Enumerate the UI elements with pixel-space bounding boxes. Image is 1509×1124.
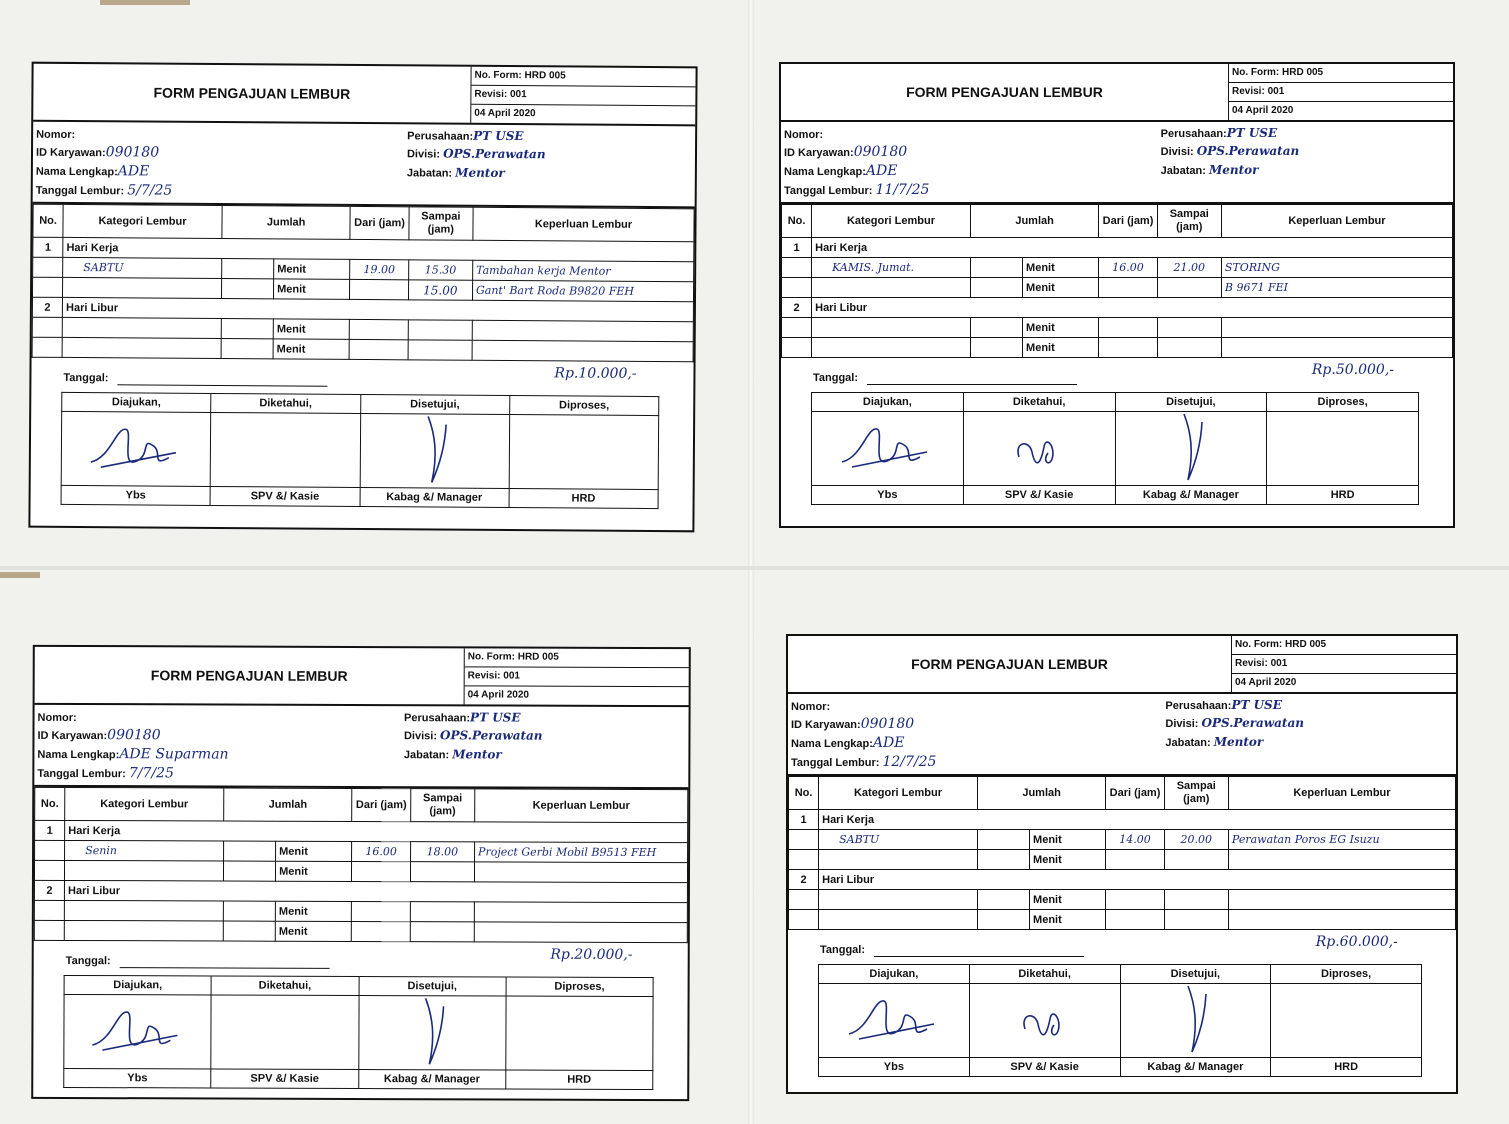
col-keperluan: Keperluan Lembur <box>473 207 694 242</box>
signature-spv <box>211 995 359 1070</box>
row1-keperluan: Tambahan kerja Mentor <box>473 260 694 282</box>
employee-info <box>33 122 696 209</box>
table-row <box>35 820 688 842</box>
nama-label: Nama Lengkap: <box>35 165 118 179</box>
col-dari: Dari (jam) <box>1106 777 1164 810</box>
sig-diketahui: Diketahui, <box>211 976 358 996</box>
col-no: No. <box>33 204 63 237</box>
sig-diajukan: Diajukan, <box>64 975 211 995</box>
sig-diproses: Diproses, <box>509 396 658 416</box>
tanggal-label: Tanggal: <box>820 944 866 956</box>
divisi-label: Divisi: <box>403 730 438 743</box>
perusahaan-value: PT USE <box>1231 698 1282 712</box>
menit-label: Menit <box>1023 338 1099 358</box>
sig-diketahui: Diketahui, <box>963 393 1115 412</box>
table-header-row <box>35 787 688 822</box>
col-no: No. <box>782 205 812 238</box>
signature-hrd <box>509 415 659 490</box>
table-row <box>789 810 1456 830</box>
tanggal-lembur-value: 12/7/25 <box>882 754 937 770</box>
row-no: 1 <box>35 820 65 840</box>
sig-diproses: Diproses, <box>506 977 653 997</box>
amount: Rp.20.000,- <box>550 946 633 963</box>
row2-dari <box>350 279 408 299</box>
row2-kategori <box>63 277 222 298</box>
row-no: 2 <box>32 297 62 317</box>
row-no: 1 <box>782 238 812 258</box>
menit-label: Menit <box>1023 278 1099 298</box>
menit-label: Menit <box>273 339 349 360</box>
sig-diproses: Diproses, <box>1271 965 1422 984</box>
table-row <box>34 880 687 902</box>
tanggal-form: 04 April 2020 <box>467 689 529 701</box>
sig-spv: SPV &/ Kasie <box>963 486 1115 505</box>
form-meta <box>1228 64 1453 120</box>
signature-kabag <box>360 413 510 488</box>
col-kategori: Kategori Lembur <box>812 205 971 238</box>
table-row <box>782 298 1453 318</box>
menit-label: Menit <box>1023 318 1099 338</box>
page-fold-horizontal <box>0 566 1509 570</box>
sig-spv: SPV &/ Kasie <box>969 1058 1120 1077</box>
row2-keperluan <box>474 862 687 883</box>
row-no: 2 <box>789 870 819 890</box>
paper-scrap <box>100 0 190 5</box>
hari-kerja-label: Hari Kerja <box>812 238 1453 258</box>
col-no: No. <box>35 787 65 820</box>
signature-kabag <box>1120 984 1271 1058</box>
sig-diajukan: Diajukan, <box>819 965 970 984</box>
row1-sampai: 15.30 <box>408 260 472 280</box>
jabatan-value: Mentor <box>452 747 502 762</box>
employee-info <box>34 705 688 789</box>
sig-kabag: Kabag &/ Manager <box>358 1069 505 1089</box>
row1-kategori: SABTU <box>63 257 222 278</box>
row-no: 2 <box>782 298 812 318</box>
col-jumlah: Jumlah <box>970 205 1099 238</box>
form-footer <box>33 941 688 1103</box>
table-row <box>35 840 688 862</box>
no-form: No. Form: HRD 005 <box>1232 636 1456 655</box>
tanggal-label: Tanggal: <box>63 371 109 385</box>
jabatan-label: Jabatan: <box>1165 737 1211 749</box>
row2-dari <box>1106 850 1164 870</box>
form-footer <box>781 358 1453 518</box>
hari-libur-label: Hari Libur <box>819 870 1456 890</box>
table-row <box>782 278 1453 298</box>
table-row <box>34 900 687 922</box>
overtime-table <box>788 776 1456 930</box>
signature-kabag <box>358 995 506 1070</box>
table-row <box>789 830 1456 850</box>
row1-sampai: 20.00 <box>1164 830 1228 850</box>
col-sampai: Sampai (jam) <box>1164 777 1228 810</box>
sig-ybs: Ybs <box>64 1068 211 1088</box>
menit-label: Menit <box>274 279 350 300</box>
row2-keperluan: B 9671 FEI <box>1221 278 1452 298</box>
no-form: No. Form: HRD 005 <box>471 67 695 88</box>
col-kategori: Kategori Lembur <box>65 787 224 821</box>
menit-label: Menit <box>1030 830 1106 850</box>
tanggal-lembur-label: Tanggal Lembur: <box>791 757 880 769</box>
no-form: No. Form: HRD 005 <box>465 648 689 668</box>
form-title: FORM PENGAJUAN LEMBUR <box>911 656 1108 672</box>
table-row <box>34 860 687 882</box>
overtime-form-3 <box>31 645 691 1101</box>
col-dari: Dari (jam) <box>1099 205 1157 238</box>
col-sampai: Sampai (jam) <box>410 789 474 822</box>
signature-hrd <box>1271 984 1422 1058</box>
row-no: 1 <box>33 237 63 257</box>
row2-keperluan <box>1228 850 1455 870</box>
perusahaan-label: Perusahaan: <box>1160 128 1227 140</box>
row2-dari <box>352 861 410 881</box>
signature-spv <box>969 984 1120 1058</box>
nama-label: Nama Lengkap: <box>37 748 120 762</box>
sig-kabag: Kabag &/ Manager <box>1120 1058 1271 1077</box>
overtime-form-1 <box>28 62 697 533</box>
row1-dari: 16.00 <box>352 841 410 861</box>
form-title: FORM PENGAJUAN LEMBUR <box>150 667 348 684</box>
table-row <box>782 258 1453 278</box>
sig-kabag: Kabag &/ Manager <box>360 487 509 507</box>
jabatan-label: Jabatan: <box>1160 165 1206 177</box>
id-karyawan-label: ID Karyawan: <box>784 147 854 159</box>
hari-kerja-label: Hari Kerja <box>63 237 694 261</box>
form-footer <box>788 930 1456 1090</box>
row1-kategori: Senin <box>65 840 224 861</box>
tanggal-label: Tanggal: <box>813 372 859 384</box>
row1-kategori: SABTU <box>819 830 978 850</box>
perusahaan-label: Perusahaan: <box>407 130 474 143</box>
revisi: Revisi: 001 <box>1229 83 1453 102</box>
nama-value: ADE <box>872 735 905 751</box>
form-meta <box>470 67 695 125</box>
col-jumlah: Jumlah <box>977 777 1106 810</box>
tanggal-label: Tanggal: <box>65 954 111 968</box>
signature-ybs <box>812 412 964 486</box>
row2-kategori <box>812 278 971 298</box>
row2-kategori <box>819 850 978 870</box>
table-row <box>782 238 1453 258</box>
row1-dari: 19.00 <box>350 259 408 279</box>
sig-ybs: Ybs <box>812 486 964 505</box>
employee-info <box>788 694 1456 776</box>
divisi-value: OPS.Perawatan <box>1196 144 1300 158</box>
form-header <box>788 636 1456 694</box>
id-karyawan-label: ID Karyawan: <box>791 719 861 731</box>
no-form: No. Form: HRD 005 <box>1229 64 1453 83</box>
col-jumlah: Jumlah <box>224 788 353 821</box>
row1-dari: 16.00 <box>1099 258 1157 278</box>
divisi-label: Divisi: <box>406 148 441 161</box>
signature-spv <box>210 412 360 487</box>
signature-table <box>811 392 1419 505</box>
col-keperluan: Keperluan Lembur <box>1221 205 1452 238</box>
perusahaan-label: Perusahaan: <box>1165 700 1232 712</box>
nomor-label: Nomor: <box>784 129 824 141</box>
tanggal-line <box>117 384 327 386</box>
row1-kategori: KAMIS. Jumat. <box>812 258 971 278</box>
page-fold-vertical <box>748 0 754 1124</box>
table-row <box>782 318 1453 338</box>
signature-table <box>818 964 1422 1077</box>
sig-ybs: Ybs <box>819 1058 970 1077</box>
form-header <box>781 64 1453 122</box>
row1-sampai: 18.00 <box>410 842 474 862</box>
signature-ybs <box>61 411 211 486</box>
tanggal-line <box>120 967 330 969</box>
tanggal-form: 04 April 2020 <box>1235 677 1297 688</box>
nomor-label: Nomor: <box>37 711 77 725</box>
perusahaan-value: PT USE <box>473 128 524 144</box>
sig-spv: SPV &/ Kasie <box>211 1069 358 1089</box>
hari-libur-label: Hari Libur <box>65 880 688 902</box>
tanggal-line <box>867 384 1077 385</box>
row1-dari: 14.00 <box>1106 830 1164 850</box>
col-dari: Dari (jam) <box>350 206 408 239</box>
form-header <box>33 64 695 127</box>
perusahaan-label: Perusahaan: <box>404 712 471 725</box>
menit-label: Menit <box>275 901 351 921</box>
col-kategori: Kategori Lembur <box>819 777 978 810</box>
revisi: Revisi: 001 <box>1232 655 1456 674</box>
id-karyawan-label: ID Karyawan: <box>35 146 106 160</box>
divisi-label: Divisi: <box>1160 146 1194 158</box>
row2-sampai: 15.00 <box>408 280 472 300</box>
signature-table <box>61 392 660 509</box>
divisi-value: OPS.Perawatan <box>443 146 546 162</box>
nama-label: Nama Lengkap: <box>791 738 873 750</box>
menit-label: Menit <box>274 259 350 280</box>
row2-keperluan: Gant' Bart Roda B9820 FEH <box>472 280 693 302</box>
nama-value: ADE Suparman <box>119 746 229 763</box>
jabatan-value: Mentor <box>1208 163 1259 177</box>
row2-kategori <box>65 860 224 881</box>
sig-kabag: Kabag &/ Manager <box>1115 486 1267 505</box>
sig-diajukan: Diajukan, <box>62 392 211 412</box>
row-no: 1 <box>789 810 819 830</box>
sig-disetujui: Disetujui, <box>359 976 506 996</box>
divisi-label: Divisi: <box>1165 718 1199 730</box>
form-meta <box>464 648 689 705</box>
menit-label: Menit <box>1023 258 1099 278</box>
divisi-value: OPS.Perawatan <box>1201 716 1304 730</box>
revisi: Revisi: 001 <box>465 667 689 687</box>
jabatan-value: Mentor <box>455 165 505 180</box>
row1-keperluan: Perawatan Poros EG Isuzu <box>1228 830 1455 850</box>
tanggal-lembur-value: 7/7/25 <box>128 765 174 782</box>
hari-kerja-label: Hari Kerja <box>65 820 688 842</box>
col-dari: Dari (jam) <box>352 788 410 821</box>
sig-hrd: HRD <box>509 489 658 509</box>
sig-hrd: HRD <box>1271 1058 1422 1077</box>
form-title: FORM PENGAJUAN LEMBUR <box>153 84 351 102</box>
tanggal-line <box>874 956 1084 957</box>
col-keperluan: Keperluan Lembur <box>1228 777 1455 810</box>
overtime-table <box>32 204 695 363</box>
tanggal-lembur-value: 5/7/25 <box>127 182 173 199</box>
amount: Rp.10.000,- <box>554 365 637 382</box>
row2-sampai <box>1164 850 1228 870</box>
signature-table <box>63 975 653 1090</box>
row1-sampai: 21.00 <box>1157 258 1221 278</box>
table-row <box>782 338 1453 358</box>
table-row <box>789 890 1456 910</box>
menit-label: Menit <box>273 319 349 340</box>
row1-keperluan: STORING <box>1221 258 1452 278</box>
hari-libur-label: Hari Libur <box>62 297 693 321</box>
sig-disetujui: Disetujui, <box>360 394 509 414</box>
menit-label: Menit <box>276 861 352 881</box>
overtime-table <box>781 204 1453 358</box>
signature-hrd <box>1267 412 1419 486</box>
sig-diketahui: Diketahui, <box>969 965 1120 984</box>
row1-keperluan: Project Gerbi Mobil B9513 FEH <box>475 842 688 863</box>
id-karyawan-value: 090180 <box>107 727 161 744</box>
tanggal-lembur-label: Tanggal Lembur: <box>35 184 125 198</box>
sig-diketahui: Diketahui, <box>211 393 360 413</box>
sig-ybs: Ybs <box>61 485 210 505</box>
form-footer <box>30 358 693 523</box>
nomor-label: Nomor: <box>791 701 831 713</box>
col-no: No. <box>789 777 819 810</box>
tanggal-form: 04 April 2020 <box>474 107 536 120</box>
overtime-table <box>34 787 689 943</box>
amount: Rp.60.000,- <box>1315 934 1398 950</box>
nama-value: ADE <box>865 163 898 179</box>
id-karyawan-value: 090180 <box>860 716 915 732</box>
form-title: FORM PENGAJUAN LEMBUR <box>906 84 1103 100</box>
table-header-row <box>33 204 694 242</box>
nama-value: ADE <box>117 163 150 180</box>
sig-hrd: HRD <box>1267 486 1419 505</box>
row2-sampai <box>1157 278 1221 298</box>
form-meta <box>1231 636 1456 692</box>
row-no: 2 <box>34 880 64 900</box>
perusahaan-value: PT USE <box>470 710 521 725</box>
signature-hrd <box>506 996 654 1071</box>
hari-libur-label: Hari Libur <box>812 298 1453 318</box>
employee-info <box>781 122 1453 204</box>
signature-ybs <box>64 994 212 1069</box>
paper-scrap <box>0 572 40 578</box>
nama-label: Nama Lengkap: <box>784 166 866 178</box>
table-row <box>34 920 687 942</box>
perusahaan-value: PT USE <box>1226 126 1278 140</box>
table-row <box>789 870 1456 890</box>
jabatan-value: Mentor <box>1213 735 1264 749</box>
signature-spv <box>963 412 1115 486</box>
table-row <box>789 910 1456 930</box>
hari-kerja-label: Hari Kerja <box>819 810 1456 830</box>
amount: Rp.50.000,- <box>1311 362 1394 378</box>
tanggal-lembur-value: 11/7/25 <box>875 182 930 198</box>
divisi-value: OPS.Perawatan <box>440 728 543 743</box>
signature-kabag <box>1115 412 1267 486</box>
menit-label: Menit <box>276 841 352 861</box>
table-header-row <box>782 205 1453 238</box>
row2-sampai <box>410 862 474 882</box>
tanggal-lembur-label: Tanggal Lembur: <box>784 185 873 197</box>
sig-spv: SPV &/ Kasie <box>210 486 359 506</box>
sig-diproses: Diproses, <box>1267 393 1419 412</box>
tanggal-form: 04 April 2020 <box>1232 105 1294 116</box>
menit-label: Menit <box>1030 890 1106 910</box>
tanggal-lembur-label: Tanggal Lembur: <box>37 767 126 781</box>
row2-dari <box>1099 278 1157 298</box>
sig-hrd: HRD <box>505 1070 652 1090</box>
overtime-form-2 <box>779 62 1455 528</box>
col-jumlah: Jumlah <box>222 206 351 240</box>
revisi: Revisi: 001 <box>471 86 695 107</box>
menit-label: Menit <box>275 921 351 941</box>
form-header <box>35 647 689 707</box>
jabatan-label: Jabatan: <box>406 167 453 180</box>
overtime-form-4 <box>786 634 1458 1094</box>
sig-disetujui: Disetujui, <box>1120 965 1271 984</box>
col-keperluan: Keperluan Lembur <box>475 789 688 823</box>
sig-diajukan: Diajukan, <box>812 393 964 412</box>
table-header-row <box>789 777 1456 810</box>
id-karyawan-value: 090180 <box>105 144 160 161</box>
sig-disetujui: Disetujui, <box>1115 393 1267 412</box>
col-sampai: Sampai (jam) <box>1157 205 1221 238</box>
menit-label: Menit <box>1030 850 1106 870</box>
nomor-label: Nomor: <box>36 128 76 141</box>
signature-ybs <box>819 984 970 1058</box>
col-sampai: Sampai (jam) <box>409 207 474 240</box>
menit-label: Menit <box>1030 910 1106 930</box>
jabatan-label: Jabatan: <box>403 749 450 762</box>
id-karyawan-value: 090180 <box>853 144 908 160</box>
table-row <box>789 850 1456 870</box>
col-kategori: Kategori Lembur <box>63 204 222 238</box>
id-karyawan-label: ID Karyawan: <box>37 729 108 743</box>
